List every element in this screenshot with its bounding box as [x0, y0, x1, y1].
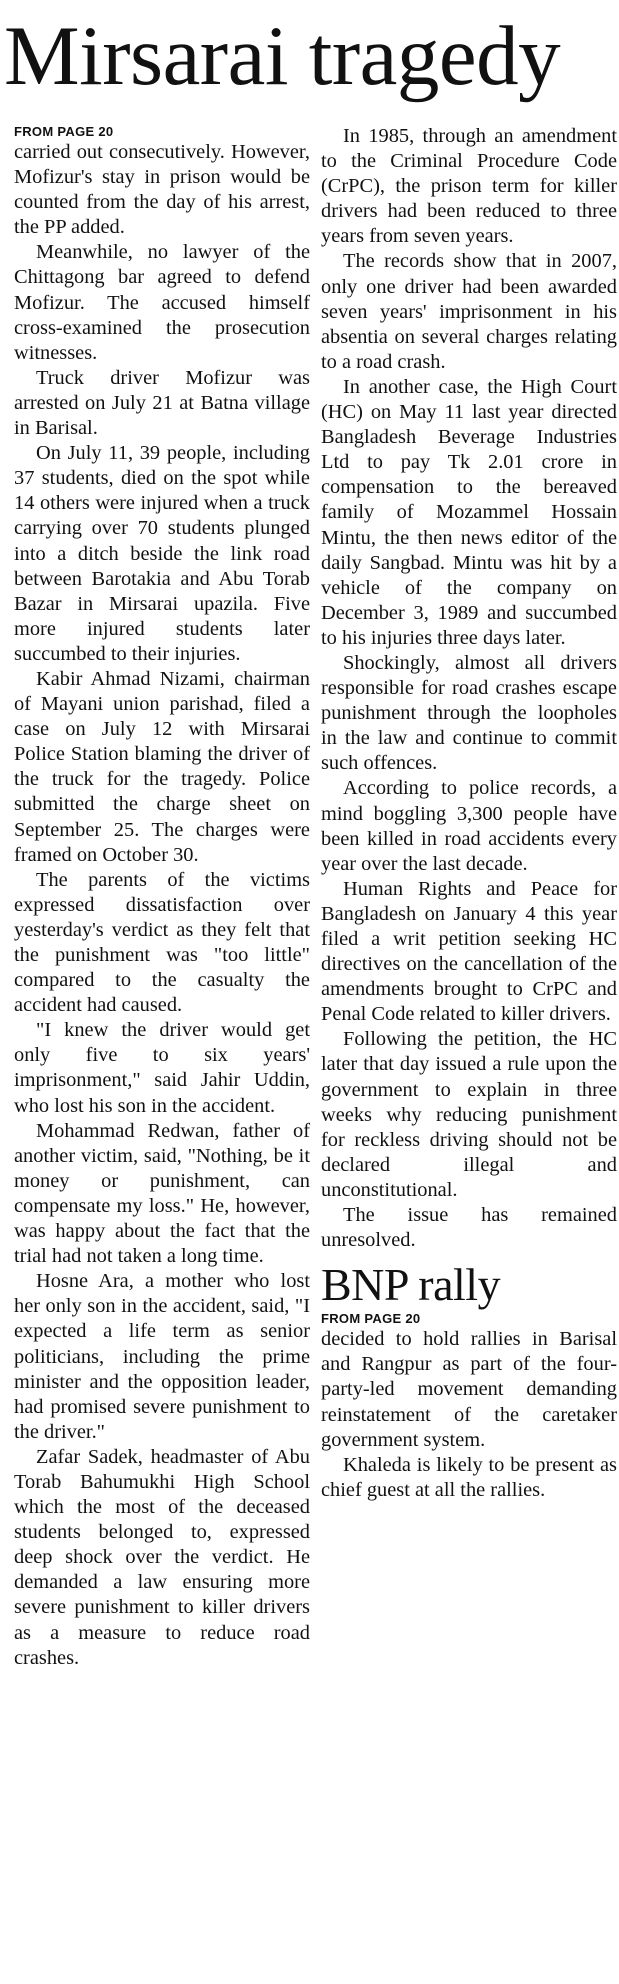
story-paragraph: The parents of the victims expressed dissatisfaction over yesterday's verdict as they felt that the punishment was "too little" compared to the casualty the accident had caused. [14, 868, 310, 1017]
story-paragraph: In 1985, through an amendment to the Criminal Procedure Code (CrPC), the prison term for killer drivers had been reduced to three years from seven years. [321, 125, 617, 248]
story-paragraph: Hosne Ara, a mother who lost her only son in the accident, said, "I expected a life term as senior politicians, including the prime minister and the opposition leader, had promised severe punishment to the driver." [14, 1270, 310, 1443]
continuation-kicker: FROM PAGE 20 [14, 124, 114, 139]
story-paragraph: Zafar Sadek, headmaster of Abu Torab Bahumukhi High School which the most of the deceased students belonged to, expressed deep shock over the verdict. He demanded a law ensuring more severe punishment to killer drivers as a measure to reduce road crashes. [14, 1445, 310, 1669]
story-paragraph: The issue has remained unresolved. [321, 1204, 617, 1252]
story-paragraph: "I knew the driver would get only five to six years' imprisonment," said Jahir Uddin, who lost his son in the accident. [14, 1019, 310, 1117]
story-paragraph: carried out consecutively. However, Mofizur's stay in prison would be counted from the day of his arrest, the PP added. [14, 141, 310, 239]
story-paragraph: Meanwhile, no lawyer of the Chittagong bar agreed to defend Mofizur. The accused himself cross-examined the prosecution witnesses. [14, 241, 310, 364]
story-paragraph: On July 11, 39 people, including 37 students, died on the spot while 14 others were injured when a truck carrying over 70 students plunged into a ditch beside the link road between Barotakia and Abu Torab Bazar in Mirsarai upazila. Five more injured students later succumbed to their injuries. [14, 442, 310, 665]
story-paragraph: Shockingly, almost all drivers responsible for road crashes escape punishment through the loopholes in the law and continue to commit such offences. [321, 651, 617, 775]
second-story-paragraph: decided to hold rallies in Barisal and Rangpur as part of the four-party-led movement demanding reinstatement of the caretaker government system. [321, 1328, 617, 1451]
second-story-headline: BNP rally [321, 1259, 501, 1311]
story-paragraph: The records show that in 2007, only one driver had been awarded seven years' imprisonment in his absentia on several charges relating to a road crash. [321, 250, 617, 373]
story-paragraph: Mohammad Redwan, father of another victim, said, "Nothing, be it money or punishment, can compensate my loss." He, however, was happy about the fact that the trial had not taken a long time. [14, 1119, 310, 1268]
story-column-left [14, 124, 310, 1671]
story-paragraph: Kabir Ahmad Nizami, chairman of Mayani union parishad, filed a case on July 12 with Mirsarai Police Station blaming the driver of the truck for the tragedy. Police submitted the charge sheet on September 25. The charges were framed on October 30. [14, 667, 310, 866]
story-paragraph: In another case, the High Court (HC) on May 11 last year directed Bangladesh Beverage Industries Ltd to pay Tk 2.01 crore in compensation to the bereaved family of Mozammel Hossain Mintu, the then news editor of the daily Sangbad. Mintu was hit by a vehicle of the company on December 3, 1989 and succumbed to his injuries three days later. [321, 375, 617, 649]
story-column-right [321, 124, 617, 1503]
story-paragraph: According to police records, a mind boggling 3,300 people have been killed in road accidents every year over the last decade. [321, 777, 617, 875]
story-paragraph: Truck driver Mofizur was arrested on July 21 at Batna village in Barisal. [14, 366, 310, 440]
story-paragraph: Human Rights and Peace for Bangladesh on January 4 this year filed a writ petition seeking HC directives on the cancellation of the amendments brought to CrPC and Penal Code related to killer drivers. [321, 877, 617, 1026]
story-headline: Mirsarai tragedy [4, 9, 561, 103]
story-paragraph: Following the petition, the HC later that day issued a rule upon the government to explain in three weeks why reducing punishment for reckless driving should not be declared illegal and unconstitutional. [321, 1028, 617, 1201]
second-story-kicker: FROM PAGE 20 [321, 1311, 421, 1327]
second-story-paragraph: Khaleda is likely to be present as chief guest at all the rallies. [321, 1453, 617, 1501]
